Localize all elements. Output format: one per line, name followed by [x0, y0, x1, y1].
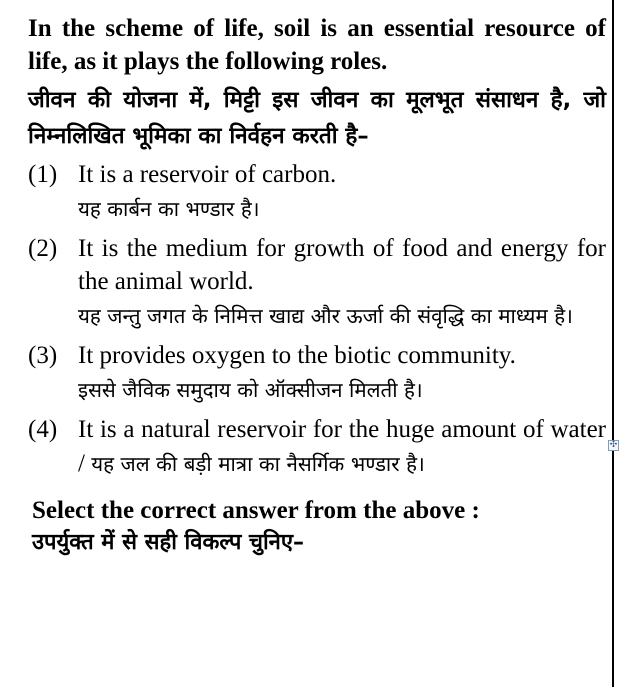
question-english: In the scheme of life, soil is an essential resource of life, as it plays the following roles.: [28, 15, 606, 75]
option-1: [28, 158, 606, 228]
option-hindi: यह जल की बड़ी मात्रा का नैसर्गिक भण्डार है।: [91, 452, 425, 476]
option-english: It provides oxygen to the biotic community.: [78, 342, 516, 369]
option-hindi: इससे जैविक समुदाय को ऑक्सीजन मिलती है।: [78, 378, 423, 402]
option-number: (3): [28, 342, 58, 369]
options-list: [28, 158, 606, 483]
question-hindi: जीवन की योजना में, मिट्टी इस जीवन का मूलभूत संसाधन है, जो निम्नलिखित भूमिका का निर्वहन करती है–: [28, 87, 606, 149]
column-divider: [612, 0, 614, 687]
option-body: [78, 413, 606, 483]
option-4: [28, 413, 606, 483]
option-english: It is a natural reservoir for the huge amount of water: [78, 416, 606, 443]
option-hindi: यह कार्बन का भण्डार है।: [78, 197, 260, 221]
option-body: [78, 339, 606, 409]
option-body: [78, 232, 606, 335]
question-block: [28, 12, 606, 560]
instruction-english: Select the correct answer from the above :: [32, 497, 480, 524]
move-handle-icon[interactable]: ✣: [609, 440, 618, 450]
option-number: (2): [28, 235, 58, 262]
option-combined: [78, 413, 606, 483]
option-body: [78, 158, 606, 228]
option-english: It is a reservoir of carbon.: [78, 161, 337, 188]
option-3: [28, 339, 606, 409]
instruction-hindi: उपर्युक्त में से सही विकल्प चुनिए–: [32, 530, 305, 555]
option-2: [28, 232, 606, 335]
option-hindi: यह जन्तु जगत के निमित्त खाद्य और ऊर्जा की संवृद्धि का माध्यम है।: [78, 304, 573, 328]
option-english: It is the medium for growth of food and energy for the animal world.: [78, 235, 606, 295]
option-number: (1): [28, 161, 58, 188]
option-number: (4): [28, 416, 58, 443]
option-separator: /: [78, 450, 92, 477]
